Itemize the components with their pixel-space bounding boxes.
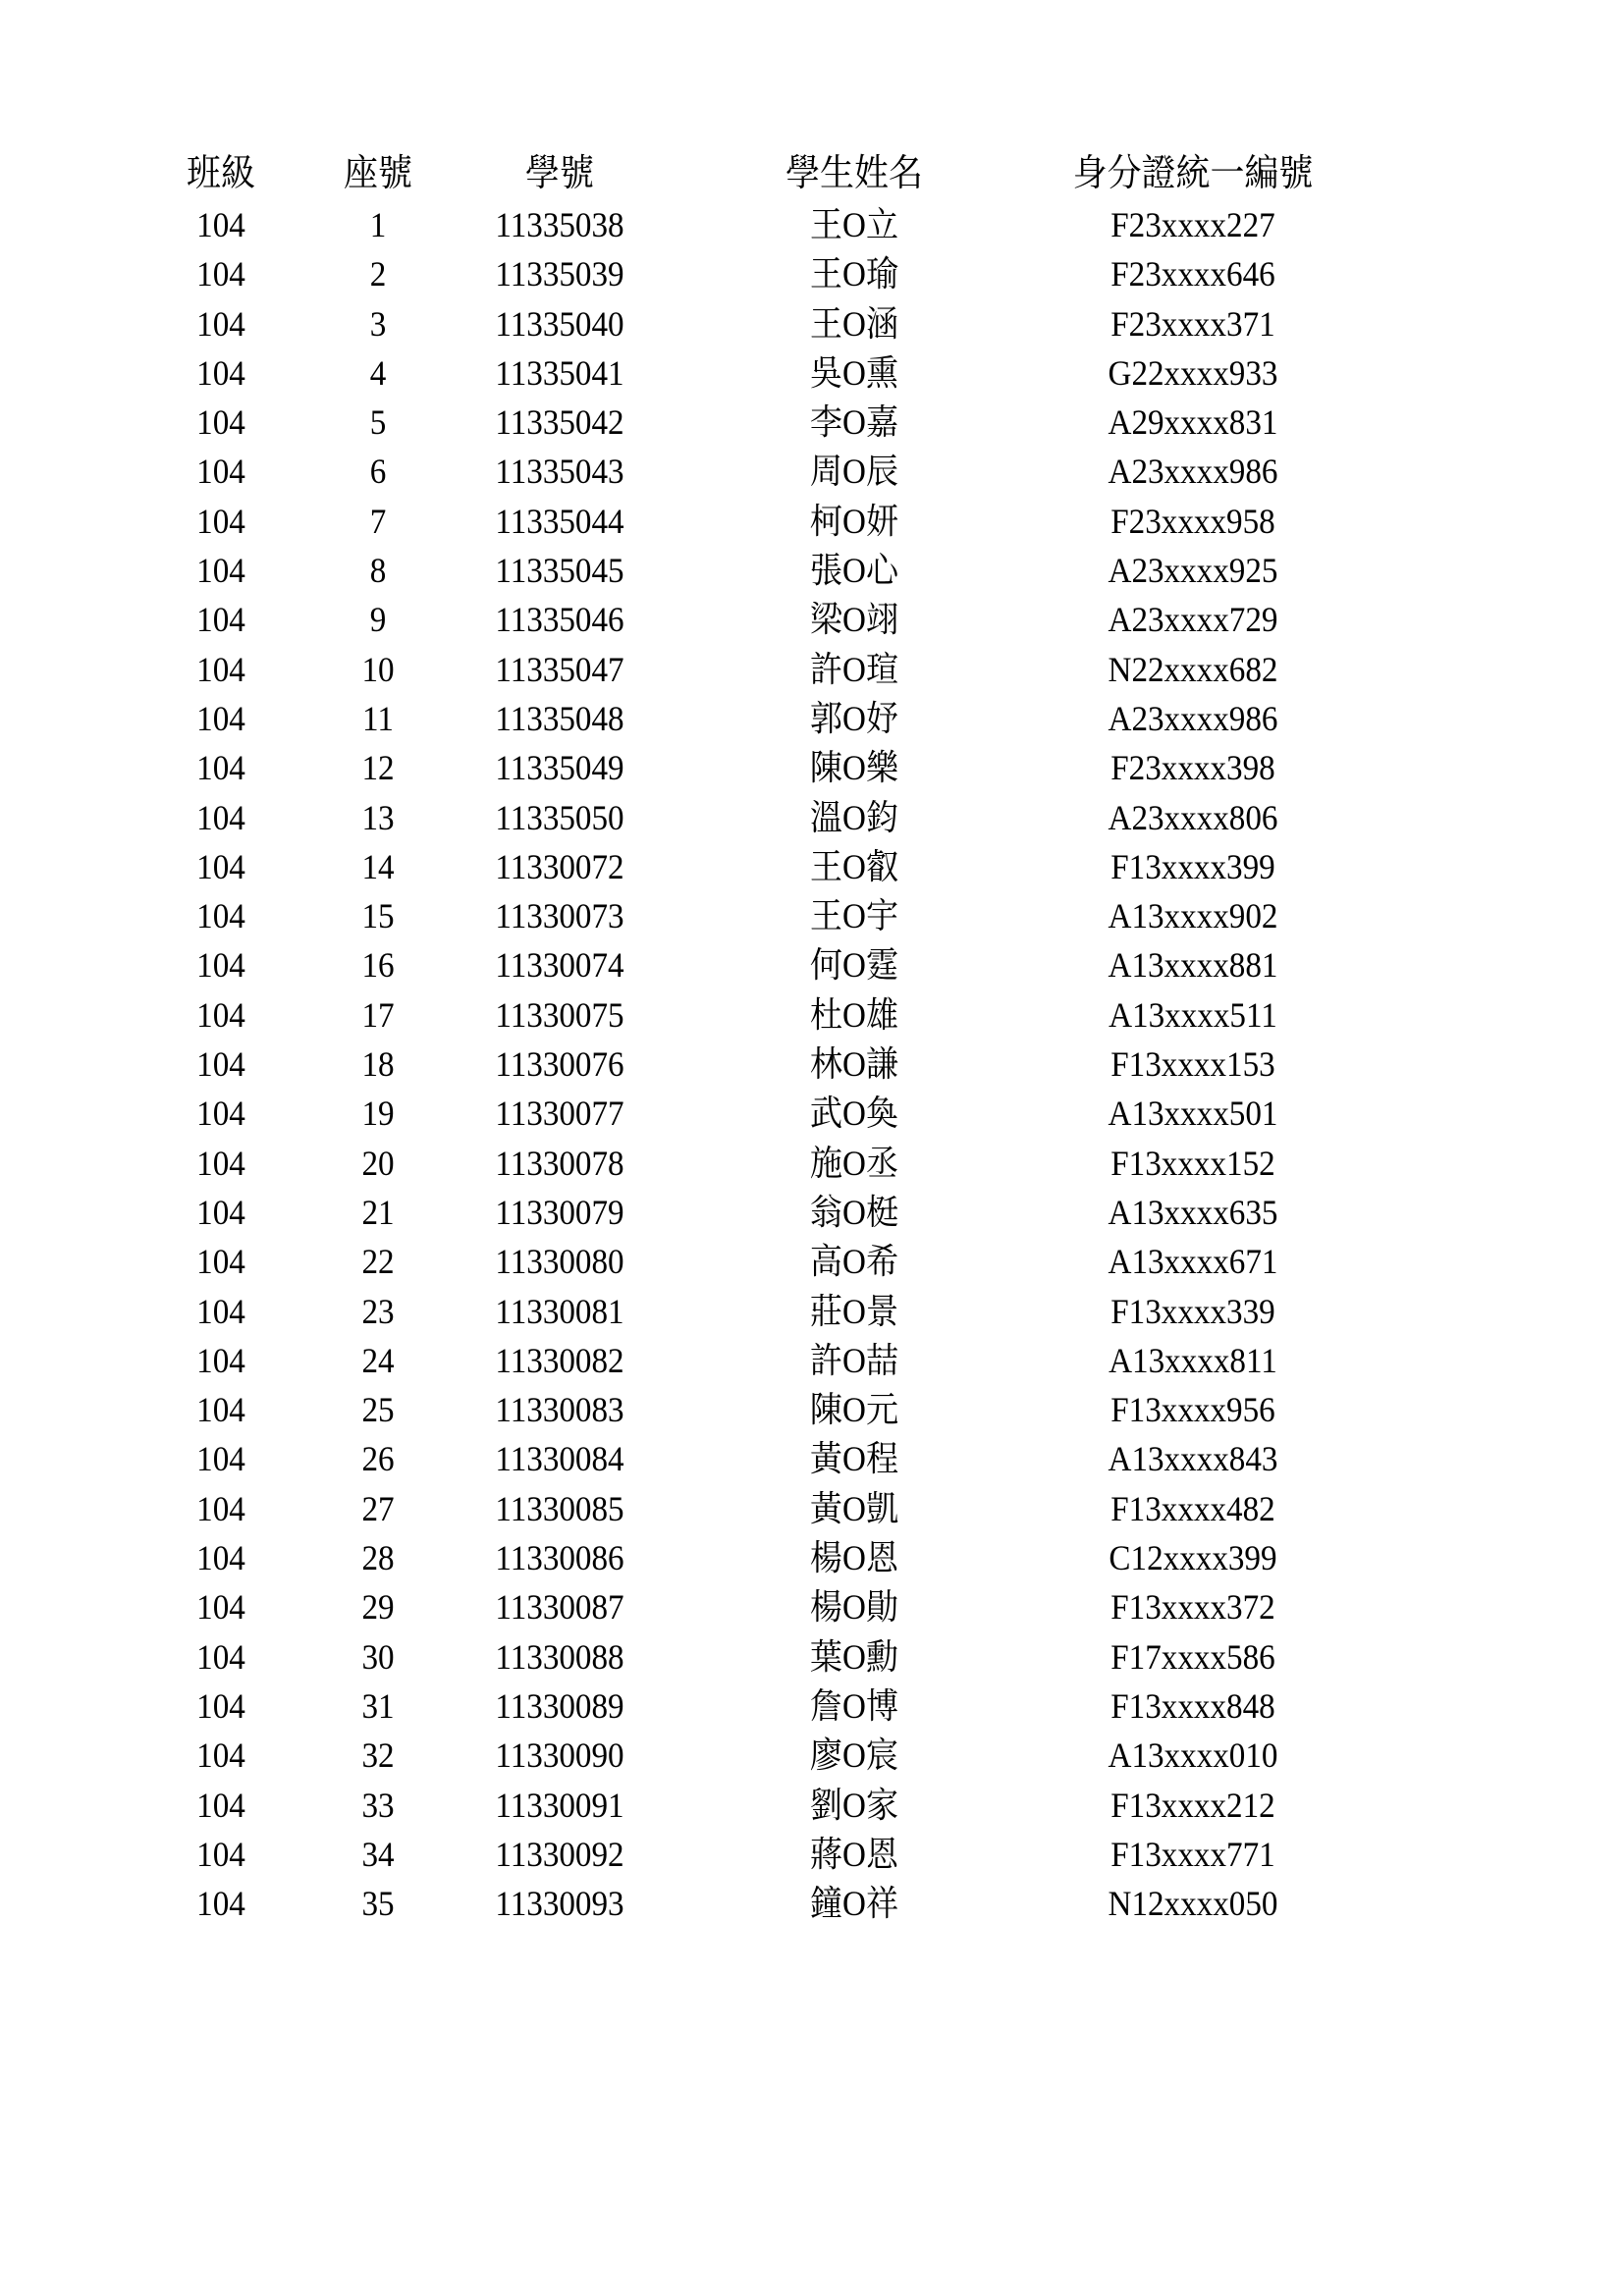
- cell-class: 104: [196, 501, 245, 541]
- student-roster-table: [157, 147, 1314, 1928]
- cell-class: 104: [196, 1538, 245, 1578]
- cell-national-id: G22xxxx933: [1108, 352, 1278, 393]
- cell-seat-number: 2: [369, 254, 387, 294]
- cell-class: 104: [196, 1785, 245, 1825]
- cell-class: 104: [196, 846, 245, 886]
- cell-student-name: 王O涵: [809, 303, 899, 344]
- cell-seat-number: 15: [361, 896, 395, 936]
- cell-national-id: F23xxxx227: [1110, 205, 1275, 244]
- cell-national-id: A23xxxx806: [1108, 797, 1278, 837]
- cell-student-id: 11330073: [495, 896, 624, 936]
- cell-national-id: N12xxxx050: [1108, 1884, 1278, 1924]
- cell-seat-number: 12: [361, 748, 395, 788]
- cell-student-id: 11335039: [495, 254, 624, 294]
- cell-seat-number: 1: [369, 205, 387, 244]
- cell-national-id: A23xxxx986: [1108, 698, 1278, 738]
- cell-class: 104: [196, 1340, 245, 1380]
- cell-class: 104: [196, 1439, 245, 1479]
- cell-seat-number: 24: [361, 1340, 395, 1380]
- cell-student-name: 武O奐: [809, 1094, 899, 1134]
- cell-class: 104: [196, 1685, 245, 1726]
- cell-student-name: 高O希: [809, 1242, 899, 1282]
- cell-national-id: F23xxxx958: [1110, 501, 1275, 541]
- cell-student-id: 11330072: [495, 846, 624, 886]
- cell-national-id: F17xxxx586: [1110, 1636, 1275, 1677]
- cell-student-name: 王O立: [809, 205, 899, 244]
- cell-student-id: 11330086: [495, 1538, 624, 1578]
- cell-national-id: A13xxxx881: [1108, 945, 1278, 986]
- header-seat-number: 座號: [344, 153, 412, 194]
- cell-seat-number: 16: [361, 945, 395, 986]
- cell-student-name: 溫O鈞: [809, 797, 899, 837]
- table-row: [157, 546, 1278, 595]
- cell-student-name: 黃O凱: [809, 1488, 899, 1528]
- table-row: [157, 447, 1278, 496]
- table-row: [157, 940, 1278, 989]
- header-national-id: 身分證統一編號: [1072, 153, 1314, 194]
- cell-national-id: F23xxxx371: [1110, 303, 1275, 344]
- table-row: [157, 1682, 1275, 1731]
- cell-student-name: 許O瑄: [809, 649, 899, 689]
- cell-student-id: 11330081: [495, 1291, 624, 1331]
- cell-class: 104: [196, 402, 245, 443]
- cell-class: 104: [196, 994, 245, 1035]
- table-row: [157, 891, 1278, 940]
- cell-seat-number: 5: [369, 402, 387, 443]
- cell-student-name: 詹O博: [809, 1685, 899, 1726]
- cell-student-id: 11330074: [495, 945, 624, 986]
- cell-national-id: F13xxxx212: [1110, 1785, 1275, 1825]
- cell-seat-number: 11: [362, 698, 394, 738]
- cell-seat-number: 34: [361, 1834, 395, 1874]
- cell-seat-number: 20: [361, 1143, 395, 1183]
- cell-seat-number: 21: [361, 1192, 395, 1232]
- cell-national-id: F13xxxx153: [1110, 1044, 1275, 1085]
- cell-class: 104: [196, 748, 245, 788]
- table-row: [157, 1830, 1275, 1879]
- cell-seat-number: 28: [361, 1538, 395, 1578]
- cell-national-id: C12xxxx399: [1109, 1538, 1277, 1578]
- cell-national-id: F23xxxx398: [1110, 748, 1275, 788]
- cell-national-id: A23xxxx986: [1108, 452, 1278, 492]
- table-row: [157, 645, 1278, 694]
- cell-student-name: 杜O雄: [809, 994, 899, 1035]
- cell-seat-number: 7: [369, 501, 387, 541]
- cell-class: 104: [196, 254, 245, 294]
- cell-student-name: 葉O勳: [809, 1636, 899, 1677]
- cell-student-name: 林O謙: [809, 1044, 899, 1085]
- cell-student-name: 柯O妍: [809, 501, 899, 541]
- table-row: [157, 1533, 1277, 1582]
- cell-seat-number: 33: [361, 1785, 395, 1825]
- cell-student-name: 莊O景: [809, 1291, 899, 1331]
- cell-class: 104: [196, 797, 245, 837]
- cell-class: 104: [196, 600, 245, 640]
- table-row: [157, 299, 1275, 348]
- table-row: [157, 1040, 1275, 1089]
- cell-class: 104: [196, 303, 245, 344]
- table-row: [157, 1336, 1277, 1385]
- table-row: [157, 348, 1278, 398]
- cell-student-name: 楊O勛: [809, 1587, 899, 1628]
- cell-seat-number: 32: [361, 1735, 395, 1776]
- header-class: 班級: [187, 153, 255, 194]
- cell-student-name: 陳O樂: [809, 748, 899, 788]
- cell-class: 104: [196, 698, 245, 738]
- header-student-id: 學號: [525, 153, 594, 194]
- cell-class: 104: [196, 1636, 245, 1677]
- cell-student-name: 施O丞: [809, 1143, 899, 1183]
- cell-student-id: 11335042: [495, 402, 624, 443]
- cell-student-id: 11330084: [495, 1439, 624, 1479]
- cell-student-id: 11330083: [495, 1390, 624, 1430]
- cell-class: 104: [196, 1735, 245, 1776]
- table-row: [157, 793, 1278, 842]
- cell-seat-number: 31: [361, 1685, 395, 1726]
- table-row: [157, 200, 1275, 249]
- cell-seat-number: 19: [361, 1094, 395, 1134]
- table-row: [157, 1385, 1275, 1434]
- cell-national-id: N22xxxx682: [1108, 649, 1278, 689]
- cell-student-id: 11335046: [495, 600, 624, 640]
- cell-student-name: 陳O元: [809, 1390, 899, 1430]
- cell-seat-number: 29: [361, 1587, 395, 1628]
- table-row: [157, 1434, 1278, 1483]
- cell-student-name: 蔣O恩: [809, 1834, 899, 1874]
- cell-student-id: 11330090: [495, 1735, 624, 1776]
- cell-student-id: 11335048: [495, 698, 624, 738]
- table-row: [157, 743, 1275, 792]
- table-row: [157, 1287, 1275, 1336]
- cell-class: 104: [196, 352, 245, 393]
- cell-national-id: A13xxxx671: [1108, 1242, 1278, 1282]
- cell-class: 104: [196, 1488, 245, 1528]
- cell-seat-number: 3: [369, 303, 387, 344]
- cell-seat-number: 18: [361, 1044, 395, 1085]
- cell-national-id: A13xxxx811: [1109, 1340, 1277, 1380]
- cell-class: 104: [196, 1242, 245, 1282]
- table-row: [157, 1781, 1275, 1830]
- cell-national-id: A13xxxx635: [1108, 1192, 1278, 1232]
- cell-class: 104: [196, 1143, 245, 1183]
- cell-class: 104: [196, 1884, 245, 1924]
- cell-student-id: 11335044: [495, 501, 624, 541]
- cell-class: 104: [196, 452, 245, 492]
- table-row: [157, 497, 1275, 546]
- cell-class: 104: [196, 945, 245, 986]
- cell-class: 104: [196, 551, 245, 591]
- cell-seat-number: 13: [361, 797, 395, 837]
- table-row: [157, 842, 1275, 891]
- cell-student-name: 翁O梃: [809, 1192, 899, 1232]
- cell-student-id: 11330078: [495, 1143, 624, 1183]
- cell-national-id: F13xxxx848: [1110, 1685, 1275, 1726]
- cell-seat-number: 14: [361, 846, 395, 886]
- cell-student-name: 王O叡: [809, 846, 899, 886]
- cell-student-id: 11335045: [495, 551, 624, 591]
- cell-seat-number: 22: [361, 1242, 395, 1282]
- cell-national-id: F13xxxx771: [1110, 1834, 1275, 1874]
- cell-class: 104: [196, 1587, 245, 1628]
- table-row: [157, 595, 1278, 644]
- cell-student-name: 黃O程: [809, 1439, 899, 1479]
- cell-seat-number: 23: [361, 1291, 395, 1331]
- cell-student-name: 許O喆: [809, 1340, 899, 1380]
- cell-student-id: 11330079: [495, 1192, 624, 1232]
- cell-student-id: 11330093: [495, 1884, 624, 1924]
- cell-national-id: F13xxxx372: [1110, 1587, 1275, 1628]
- cell-student-id: 11335041: [495, 352, 624, 393]
- table-row: [157, 1879, 1278, 1928]
- table-row: [157, 1089, 1278, 1138]
- cell-student-name: 王O宇: [809, 896, 899, 936]
- cell-student-id: 11335040: [495, 303, 624, 344]
- cell-student-id: 11335050: [495, 797, 624, 837]
- cell-student-id: 11335047: [495, 649, 624, 689]
- cell-class: 104: [196, 1291, 245, 1331]
- cell-national-id: A29xxxx831: [1108, 402, 1278, 443]
- table-row: [157, 398, 1278, 447]
- table-body: [157, 200, 1278, 1928]
- cell-national-id: F13xxxx152: [1110, 1143, 1275, 1183]
- cell-class: 104: [196, 896, 245, 936]
- cell-national-id: F13xxxx956: [1110, 1390, 1275, 1430]
- cell-student-name: 廖O宸: [809, 1735, 899, 1776]
- cell-student-name: 劉O家: [809, 1785, 899, 1825]
- cell-student-id: 11330085: [495, 1488, 624, 1528]
- cell-student-id: 11335049: [495, 748, 624, 788]
- cell-class: 104: [196, 1192, 245, 1232]
- table-row: [157, 1632, 1275, 1682]
- cell-national-id: F13xxxx399: [1110, 846, 1275, 886]
- table-row: [157, 1139, 1275, 1188]
- cell-student-name: 周O辰: [809, 452, 899, 492]
- cell-seat-number: 9: [369, 600, 387, 640]
- cell-seat-number: 30: [361, 1636, 395, 1677]
- cell-national-id: F13xxxx339: [1110, 1291, 1275, 1331]
- cell-student-id: 11330076: [495, 1044, 624, 1085]
- cell-class: 104: [196, 1390, 245, 1430]
- cell-national-id: A13xxxx843: [1108, 1439, 1278, 1479]
- cell-student-id: 11330088: [495, 1636, 624, 1677]
- cell-student-id: 11330075: [495, 994, 624, 1035]
- cell-seat-number: 8: [369, 551, 387, 591]
- cell-student-id: 11330080: [495, 1242, 624, 1282]
- table-row: [157, 1484, 1275, 1533]
- table-row: [157, 249, 1275, 298]
- cell-national-id: A23xxxx925: [1108, 551, 1278, 591]
- cell-student-id: 11330087: [495, 1587, 624, 1628]
- header-student-name: 學生姓名: [785, 153, 923, 194]
- cell-class: 104: [196, 205, 245, 244]
- cell-student-name: 梁O翊: [809, 600, 899, 640]
- cell-seat-number: 27: [361, 1488, 395, 1528]
- cell-student-id: 11330092: [495, 1834, 624, 1874]
- cell-student-name: 王O瑜: [809, 254, 899, 294]
- cell-national-id: A13xxxx501: [1108, 1094, 1278, 1134]
- table-row: [157, 1731, 1278, 1780]
- cell-student-name: 吳O熏: [809, 352, 899, 393]
- cell-student-name: 李O嘉: [809, 402, 899, 443]
- cell-class: 104: [196, 649, 245, 689]
- cell-student-name: 郭O妤: [809, 698, 899, 738]
- cell-national-id: A13xxxx010: [1108, 1735, 1278, 1776]
- cell-national-id: A13xxxx511: [1109, 994, 1277, 1035]
- cell-student-name: 楊O恩: [809, 1538, 899, 1578]
- cell-national-id: A23xxxx729: [1108, 600, 1278, 640]
- cell-seat-number: 6: [369, 452, 387, 492]
- cell-seat-number: 4: [369, 352, 387, 393]
- cell-seat-number: 25: [361, 1390, 395, 1430]
- cell-national-id: F13xxxx482: [1110, 1488, 1275, 1528]
- cell-student-id: 11330077: [495, 1094, 624, 1134]
- table-header-row: [157, 147, 1314, 200]
- cell-student-id: 11335043: [495, 452, 624, 492]
- cell-student-name: 何O霆: [809, 945, 899, 986]
- table-row: [157, 1582, 1275, 1631]
- table-row: [157, 694, 1278, 743]
- cell-seat-number: 35: [361, 1884, 395, 1924]
- cell-class: 104: [196, 1834, 245, 1874]
- cell-national-id: F23xxxx646: [1110, 254, 1275, 294]
- table-row: [157, 1188, 1278, 1237]
- cell-student-id: 11335038: [495, 205, 624, 244]
- cell-class: 104: [196, 1044, 245, 1085]
- cell-seat-number: 26: [361, 1439, 395, 1479]
- cell-student-id: 11330089: [495, 1685, 624, 1726]
- cell-seat-number: 10: [361, 649, 395, 689]
- cell-national-id: A13xxxx902: [1108, 896, 1278, 936]
- cell-seat-number: 17: [361, 994, 395, 1035]
- cell-student-name: 鐘O祥: [809, 1884, 899, 1924]
- cell-class: 104: [196, 1094, 245, 1134]
- cell-student-id: 11330082: [495, 1340, 624, 1380]
- table-row: [157, 990, 1277, 1040]
- cell-student-id: 11330091: [495, 1785, 624, 1825]
- cell-student-name: 張O心: [809, 551, 899, 591]
- table-row: [157, 1237, 1278, 1286]
